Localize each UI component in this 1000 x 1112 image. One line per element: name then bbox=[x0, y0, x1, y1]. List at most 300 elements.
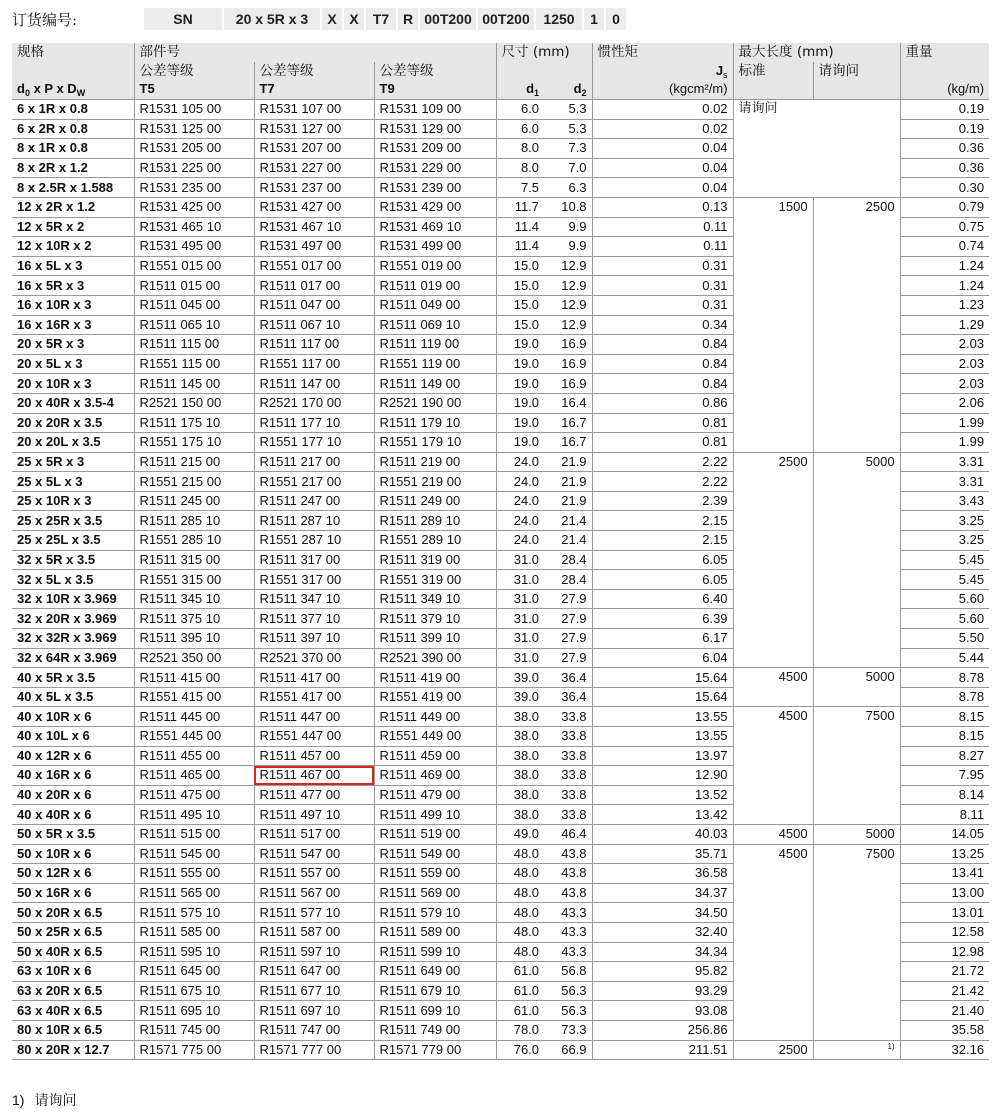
header-tol-t5: 公差等级 bbox=[134, 62, 254, 80]
part-t7-cell: R1511 647 00 bbox=[254, 962, 374, 982]
d2-cell: 33.8 bbox=[544, 785, 592, 805]
part-t5-cell: R1511 565 00 bbox=[134, 883, 254, 903]
weight-cell: 21.40 bbox=[900, 1001, 989, 1021]
spec-table bbox=[12, 43, 989, 1060]
inertia-cell: 6.17 bbox=[592, 629, 733, 649]
weight-cell: 3.25 bbox=[900, 511, 989, 531]
part-t9-cell: R1531 499 00 bbox=[374, 237, 496, 257]
weight-cell: 7.95 bbox=[900, 766, 989, 786]
d2-cell: 43.8 bbox=[544, 883, 592, 903]
d1-cell: 38.0 bbox=[496, 805, 544, 825]
inertia-cell: 15.64 bbox=[592, 687, 733, 707]
part-t9-cell: R1551 179 10 bbox=[374, 433, 496, 453]
d2-cell: 28.4 bbox=[544, 550, 592, 570]
part-t7-cell: R1531 207 00 bbox=[254, 139, 374, 159]
part-t5-cell: R1511 415 00 bbox=[134, 668, 254, 688]
table-row bbox=[12, 1040, 989, 1060]
d1-cell: 24.0 bbox=[496, 491, 544, 511]
d1-cell: 19.0 bbox=[496, 335, 544, 355]
d2-cell: 33.8 bbox=[544, 746, 592, 766]
size-cell: 50 x 12R x 6 bbox=[12, 864, 134, 884]
inertia-cell: 256.86 bbox=[592, 1020, 733, 1040]
part-t7-cell: R1551 177 10 bbox=[254, 433, 374, 453]
part-t5-cell: R1511 545 00 bbox=[134, 844, 254, 864]
inertia-cell: 0.34 bbox=[592, 315, 733, 335]
part-t9-cell: R1511 599 10 bbox=[374, 942, 496, 962]
order-code-cell: 0 bbox=[606, 8, 626, 30]
size-cell: 8 x 2R x 1.2 bbox=[12, 158, 134, 178]
d1-cell: 31.0 bbox=[496, 609, 544, 629]
header-inquire: 请询问 bbox=[813, 62, 900, 80]
length-inquire-cell: 2500 bbox=[813, 197, 900, 452]
part-t5-cell: R1511 555 00 bbox=[134, 864, 254, 884]
d1-cell: 76.0 bbox=[496, 1040, 544, 1060]
part-t5-cell: R1511 585 00 bbox=[134, 922, 254, 942]
d1-cell: 19.0 bbox=[496, 374, 544, 394]
d1-cell: 19.0 bbox=[496, 393, 544, 413]
part-t5-cell: R1511 445 00 bbox=[134, 707, 254, 727]
part-t5-cell: R1511 515 00 bbox=[134, 824, 254, 844]
part-t7-cell: R1551 017 00 bbox=[254, 256, 374, 276]
part-t9-cell: R1511 579 10 bbox=[374, 903, 496, 923]
length-inquire-cell: 5000 bbox=[813, 668, 900, 707]
inertia-cell: 6.40 bbox=[592, 589, 733, 609]
length-inquire-cell: 5000 bbox=[813, 824, 900, 844]
inertia-cell: 13.97 bbox=[592, 746, 733, 766]
size-cell: 12 x 10R x 2 bbox=[12, 237, 134, 257]
table-body bbox=[12, 100, 989, 1060]
weight-cell: 8.11 bbox=[900, 805, 989, 825]
d2-cell: 27.9 bbox=[544, 609, 592, 629]
length-std-cell: 4500 bbox=[733, 824, 813, 844]
order-code-cell: 00T200 bbox=[478, 8, 534, 30]
d2-cell: 27.9 bbox=[544, 589, 592, 609]
d2-cell: 36.4 bbox=[544, 687, 592, 707]
part-t7-cell: R1511 747 00 bbox=[254, 1020, 374, 1040]
part-t9-cell: R1511 399 10 bbox=[374, 629, 496, 649]
weight-cell: 0.19 bbox=[900, 100, 989, 120]
part-t9-cell: R1531 239 00 bbox=[374, 178, 496, 198]
part-t5-cell: R1551 315 00 bbox=[134, 570, 254, 590]
part-t5-cell: R1511 475 00 bbox=[134, 785, 254, 805]
part-t7-cell: R1511 457 00 bbox=[254, 746, 374, 766]
length-std-cell: 4500 bbox=[733, 668, 813, 707]
d2-cell: 12.9 bbox=[544, 256, 592, 276]
inertia-cell: 0.84 bbox=[592, 354, 733, 374]
part-t5-cell: R1511 145 00 bbox=[134, 374, 254, 394]
size-cell: 40 x 16R x 6 bbox=[12, 766, 134, 786]
size-cell: 12 x 2R x 1.2 bbox=[12, 197, 134, 217]
part-t9-cell: R1511 349 10 bbox=[374, 589, 496, 609]
part-t5-cell: R1571 775 00 bbox=[134, 1040, 254, 1060]
header-inertia-symbol: $J_s$ bbox=[592, 62, 733, 80]
size-cell: 40 x 5R x 3.5 bbox=[12, 668, 134, 688]
header-d2: $d_2$ bbox=[544, 80, 592, 100]
inertia-cell: 0.31 bbox=[592, 276, 733, 296]
inertia-cell: 0.31 bbox=[592, 295, 733, 315]
header-tol-t7: 公差等级 bbox=[254, 62, 374, 80]
inertia-cell: 35.71 bbox=[592, 844, 733, 864]
d1-cell: 78.0 bbox=[496, 1020, 544, 1040]
inertia-cell: 32.40 bbox=[592, 922, 733, 942]
part-t7-cell: R1511 247 00 bbox=[254, 491, 374, 511]
inertia-cell: 0.84 bbox=[592, 374, 733, 394]
d2-cell: 33.8 bbox=[544, 707, 592, 727]
weight-cell: 5.60 bbox=[900, 609, 989, 629]
d2-cell: 28.4 bbox=[544, 570, 592, 590]
d2-cell: 66.9 bbox=[544, 1040, 592, 1060]
size-cell: 6 x 2R x 0.8 bbox=[12, 119, 134, 139]
part-t9-cell: R1511 699 10 bbox=[374, 1001, 496, 1021]
table-header bbox=[12, 43, 989, 100]
part-t5-cell: R1511 495 10 bbox=[134, 805, 254, 825]
weight-cell: 8.78 bbox=[900, 668, 989, 688]
part-t9-cell: R1511 219 00 bbox=[374, 452, 496, 472]
inertia-cell: 13.52 bbox=[592, 785, 733, 805]
size-cell: 63 x 10R x 6 bbox=[12, 962, 134, 982]
weight-cell: 5.44 bbox=[900, 648, 989, 668]
weight-cell: 0.75 bbox=[900, 217, 989, 237]
part-t9-cell: R1511 449 00 bbox=[374, 707, 496, 727]
weight-cell: 32.16 bbox=[900, 1040, 989, 1060]
d2-cell: 16.9 bbox=[544, 374, 592, 394]
d1-cell: 31.0 bbox=[496, 589, 544, 609]
part-t5-cell: R1511 045 00 bbox=[134, 295, 254, 315]
inertia-cell: 34.37 bbox=[592, 883, 733, 903]
size-cell: 32 x 5L x 3.5 bbox=[12, 570, 134, 590]
size-cell: 50 x 16R x 6 bbox=[12, 883, 134, 903]
part-t7-cell: R1511 597 10 bbox=[254, 942, 374, 962]
d1-cell: 15.0 bbox=[496, 315, 544, 335]
weight-cell: 13.01 bbox=[900, 903, 989, 923]
d1-cell: 38.0 bbox=[496, 727, 544, 747]
d2-cell: 33.8 bbox=[544, 766, 592, 786]
part-t9-cell: R1511 049 00 bbox=[374, 295, 496, 315]
part-t5-cell: R1531 465 10 bbox=[134, 217, 254, 237]
length-note-cell: 请询问 bbox=[733, 100, 900, 198]
order-code-cell: SN bbox=[144, 8, 222, 30]
part-t9-cell: R1551 449 00 bbox=[374, 727, 496, 747]
part-t5-cell: R1531 205 00 bbox=[134, 139, 254, 159]
table-row bbox=[12, 197, 989, 217]
d2-cell: 33.8 bbox=[544, 805, 592, 825]
part-t7-cell: R1511 447 00 bbox=[254, 707, 374, 727]
inertia-cell: 0.02 bbox=[592, 100, 733, 120]
part-t7-cell: R1511 287 10 bbox=[254, 511, 374, 531]
d2-cell: 12.9 bbox=[544, 276, 592, 296]
inertia-cell: 6.05 bbox=[592, 570, 733, 590]
size-cell: 12 x 5R x 2 bbox=[12, 217, 134, 237]
part-t7-cell: R2521 170 00 bbox=[254, 393, 374, 413]
d1-cell: 15.0 bbox=[496, 256, 544, 276]
weight-cell: 0.74 bbox=[900, 237, 989, 257]
part-t5-cell: R1511 595 10 bbox=[134, 942, 254, 962]
inertia-cell: 93.08 bbox=[592, 1001, 733, 1021]
d2-cell: 21.9 bbox=[544, 491, 592, 511]
table-row bbox=[12, 100, 989, 120]
part-t7-cell: R1531 237 00 bbox=[254, 178, 374, 198]
inertia-cell: 34.34 bbox=[592, 942, 733, 962]
size-cell: 8 x 1R x 0.8 bbox=[12, 139, 134, 159]
weight-cell: 5.50 bbox=[900, 629, 989, 649]
size-cell: 8 x 2.5R x 1.588 bbox=[12, 178, 134, 198]
d1-cell: 8.0 bbox=[496, 158, 544, 178]
part-t9-cell: R1551 219 00 bbox=[374, 472, 496, 492]
d2-cell: 12.9 bbox=[544, 295, 592, 315]
part-t7-cell: R1511 547 00 bbox=[254, 844, 374, 864]
part-t9-cell: R1511 679 10 bbox=[374, 981, 496, 1001]
weight-cell: 8.15 bbox=[900, 727, 989, 747]
d2-cell: 9.9 bbox=[544, 217, 592, 237]
part-t5-cell: R1551 115 00 bbox=[134, 354, 254, 374]
length-inquire-cell: 5000 bbox=[813, 452, 900, 668]
d2-cell: 27.9 bbox=[544, 629, 592, 649]
part-t7-cell: R1511 577 10 bbox=[254, 903, 374, 923]
inertia-cell: 13.42 bbox=[592, 805, 733, 825]
part-t9-cell: R1511 589 00 bbox=[374, 922, 496, 942]
order-code-cell: 00T200 bbox=[420, 8, 476, 30]
part-t5-cell: R1551 175 10 bbox=[134, 433, 254, 453]
d2-cell: 5.3 bbox=[544, 100, 592, 120]
part-t7-cell: R1511 377 10 bbox=[254, 609, 374, 629]
part-t7-cell: R1551 447 00 bbox=[254, 727, 374, 747]
part-t5-cell: R1551 285 10 bbox=[134, 531, 254, 551]
part-t9-cell: R1511 519 00 bbox=[374, 824, 496, 844]
d2-cell: 21.9 bbox=[544, 472, 592, 492]
part-t7-cell: R1531 427 00 bbox=[254, 197, 374, 217]
header-tol-t9: 公差等级 bbox=[374, 62, 496, 80]
weight-cell: 2.06 bbox=[900, 393, 989, 413]
d1-cell: 31.0 bbox=[496, 570, 544, 590]
d1-cell: 31.0 bbox=[496, 550, 544, 570]
part-t7-cell: R1511 217 00 bbox=[254, 452, 374, 472]
size-cell: 20 x 20L x 3.5 bbox=[12, 433, 134, 453]
size-cell: 32 x 64R x 3.969 bbox=[12, 648, 134, 668]
part-t5-cell: R1511 315 00 bbox=[134, 550, 254, 570]
length-std-cell: 4500 bbox=[733, 844, 813, 1040]
part-t5-cell: R1531 105 00 bbox=[134, 100, 254, 120]
size-cell: 25 x 5L x 3 bbox=[12, 472, 134, 492]
inertia-cell: 95.82 bbox=[592, 962, 733, 982]
part-t9-cell: R1511 119 00 bbox=[374, 335, 496, 355]
order-code-cell: X bbox=[322, 8, 342, 30]
d2-cell: 56.8 bbox=[544, 962, 592, 982]
weight-cell: 8.15 bbox=[900, 707, 989, 727]
part-t9-cell: R1511 289 10 bbox=[374, 511, 496, 531]
part-t5-cell: R1511 245 00 bbox=[134, 491, 254, 511]
header-part-no: 部件号 bbox=[134, 43, 496, 62]
d1-cell: 19.0 bbox=[496, 413, 544, 433]
d2-cell: 56.3 bbox=[544, 1001, 592, 1021]
part-t5-cell: R1531 125 00 bbox=[134, 119, 254, 139]
part-t7-cell: R1511 497 10 bbox=[254, 805, 374, 825]
weight-cell: 3.31 bbox=[900, 452, 989, 472]
part-t9-cell: R1551 319 00 bbox=[374, 570, 496, 590]
weight-cell: 1.24 bbox=[900, 276, 989, 296]
weight-cell: 1.24 bbox=[900, 256, 989, 276]
part-t7-cell: R1531 127 00 bbox=[254, 119, 374, 139]
d2-cell: 43.8 bbox=[544, 844, 592, 864]
part-t5-cell: R1531 495 00 bbox=[134, 237, 254, 257]
part-t7-cell: R1511 117 00 bbox=[254, 335, 374, 355]
part-t9-cell: R1531 209 00 bbox=[374, 139, 496, 159]
weight-cell: 1.99 bbox=[900, 433, 989, 453]
header-t5: T5 bbox=[134, 80, 254, 100]
inertia-cell: 0.81 bbox=[592, 413, 733, 433]
d1-cell: 24.0 bbox=[496, 511, 544, 531]
d2-cell: 36.4 bbox=[544, 668, 592, 688]
part-t7-cell: R1551 317 00 bbox=[254, 570, 374, 590]
d2-cell: 43.3 bbox=[544, 942, 592, 962]
d1-cell: 48.0 bbox=[496, 942, 544, 962]
header-t9: T9 bbox=[374, 80, 496, 100]
inertia-cell: 13.55 bbox=[592, 707, 733, 727]
part-t9-cell: R1511 379 10 bbox=[374, 609, 496, 629]
size-cell: 16 x 16R x 3 bbox=[12, 315, 134, 335]
part-t9-cell: R2521 190 00 bbox=[374, 393, 496, 413]
header-t7: T7 bbox=[254, 80, 374, 100]
order-code-bar bbox=[12, 6, 626, 32]
part-t7-cell: R1511 517 00 bbox=[254, 824, 374, 844]
d1-cell: 38.0 bbox=[496, 766, 544, 786]
d2-cell: 33.8 bbox=[544, 727, 592, 747]
part-t9-cell: R1531 109 00 bbox=[374, 100, 496, 120]
size-cell: 50 x 40R x 6.5 bbox=[12, 942, 134, 962]
length-inquire-cell: 1) bbox=[813, 1040, 900, 1060]
weight-cell: 1.23 bbox=[900, 295, 989, 315]
inertia-cell: 6.04 bbox=[592, 648, 733, 668]
part-t5-cell: R1511 175 10 bbox=[134, 413, 254, 433]
size-cell: 20 x 5L x 3 bbox=[12, 354, 134, 374]
d2-cell: 73.3 bbox=[544, 1020, 592, 1040]
header-weight-unit: (kg/m) bbox=[900, 80, 989, 100]
part-t9-cell: R1511 069 10 bbox=[374, 315, 496, 335]
part-t7-cell: R1511 317 00 bbox=[254, 550, 374, 570]
order-code-cell: T7 bbox=[366, 8, 396, 30]
d1-cell: 11.4 bbox=[496, 237, 544, 257]
part-t7-cell: R1531 107 00 bbox=[254, 100, 374, 120]
d1-cell: 48.0 bbox=[496, 922, 544, 942]
weight-cell: 35.58 bbox=[900, 1020, 989, 1040]
d1-cell: 48.0 bbox=[496, 903, 544, 923]
footnote bbox=[12, 1090, 76, 1110]
part-t5-cell: R1511 285 10 bbox=[134, 511, 254, 531]
d2-cell: 7.0 bbox=[544, 158, 592, 178]
d1-cell: 24.0 bbox=[496, 472, 544, 492]
d1-cell: 11.4 bbox=[496, 217, 544, 237]
part-t9-cell: R1531 429 00 bbox=[374, 197, 496, 217]
part-t7-cell: R1511 477 00 bbox=[254, 785, 374, 805]
d1-cell: 39.0 bbox=[496, 687, 544, 707]
order-code-cell: X bbox=[344, 8, 364, 30]
header-spec-symbol: $d_0$ x P x $D_W$ bbox=[12, 80, 134, 100]
part-t5-cell: R1531 235 00 bbox=[134, 178, 254, 198]
part-t5-cell: R1511 345 10 bbox=[134, 589, 254, 609]
part-t9-cell: R1511 249 00 bbox=[374, 491, 496, 511]
size-cell: 40 x 40R x 6 bbox=[12, 805, 134, 825]
d1-cell: 11.7 bbox=[496, 197, 544, 217]
weight-cell: 0.36 bbox=[900, 139, 989, 159]
part-t9-cell: R1511 149 00 bbox=[374, 374, 496, 394]
inertia-cell: 6.39 bbox=[592, 609, 733, 629]
d2-cell: 5.3 bbox=[544, 119, 592, 139]
part-t7-cell: R1551 217 00 bbox=[254, 472, 374, 492]
part-t9-cell: R1551 019 00 bbox=[374, 256, 496, 276]
weight-cell: 13.00 bbox=[900, 883, 989, 903]
d2-cell: 21.4 bbox=[544, 531, 592, 551]
table-row bbox=[12, 824, 989, 844]
part-t7-cell: R1551 287 10 bbox=[254, 531, 374, 551]
size-cell: 25 x 5R x 3 bbox=[12, 452, 134, 472]
inertia-cell: 0.11 bbox=[592, 237, 733, 257]
part-t5-cell: R1511 375 10 bbox=[134, 609, 254, 629]
weight-cell: 8.27 bbox=[900, 746, 989, 766]
d1-cell: 39.0 bbox=[496, 668, 544, 688]
weight-cell: 12.98 bbox=[900, 942, 989, 962]
d2-cell: 7.3 bbox=[544, 139, 592, 159]
d2-cell: 16.9 bbox=[544, 335, 592, 355]
d2-cell: 16.9 bbox=[544, 354, 592, 374]
d1-cell: 24.0 bbox=[496, 531, 544, 551]
weight-cell: 21.42 bbox=[900, 981, 989, 1001]
inertia-cell: 15.64 bbox=[592, 668, 733, 688]
part-t7-cell: R1511 047 00 bbox=[254, 295, 374, 315]
weight-cell: 0.30 bbox=[900, 178, 989, 198]
weight-cell: 13.25 bbox=[900, 844, 989, 864]
part-t9-cell: R1511 749 00 bbox=[374, 1020, 496, 1040]
d1-cell: 6.0 bbox=[496, 119, 544, 139]
d2-cell: 46.4 bbox=[544, 824, 592, 844]
inertia-cell: 0.02 bbox=[592, 119, 733, 139]
part-t7-cell: R2521 370 00 bbox=[254, 648, 374, 668]
part-t5-cell: R1511 455 00 bbox=[134, 746, 254, 766]
part-t5-cell: R1511 065 10 bbox=[134, 315, 254, 335]
header-weight: 重量 bbox=[900, 43, 989, 62]
weight-cell: 3.31 bbox=[900, 472, 989, 492]
part-t5-cell: R1551 415 00 bbox=[134, 687, 254, 707]
part-t5-cell: R1511 115 00 bbox=[134, 335, 254, 355]
weight-cell: 1.99 bbox=[900, 413, 989, 433]
d1-cell: 15.0 bbox=[496, 295, 544, 315]
length-std-cell: 4500 bbox=[733, 707, 813, 825]
weight-cell: 2.03 bbox=[900, 374, 989, 394]
d1-cell: 48.0 bbox=[496, 883, 544, 903]
d1-cell: 61.0 bbox=[496, 1001, 544, 1021]
inertia-cell: 2.39 bbox=[592, 491, 733, 511]
size-cell: 25 x 25R x 3.5 bbox=[12, 511, 134, 531]
size-cell: 40 x 12R x 6 bbox=[12, 746, 134, 766]
weight-cell: 12.58 bbox=[900, 922, 989, 942]
part-t7-cell: R1511 147 00 bbox=[254, 374, 374, 394]
part-t9-cell: R2521 390 00 bbox=[374, 648, 496, 668]
inertia-cell: 93.29 bbox=[592, 981, 733, 1001]
part-t5-cell: R1511 575 10 bbox=[134, 903, 254, 923]
length-std-cell: 2500 bbox=[733, 452, 813, 668]
part-t9-cell: R1531 469 10 bbox=[374, 217, 496, 237]
part-t9-cell: R1511 319 00 bbox=[374, 550, 496, 570]
size-cell: 32 x 5R x 3.5 bbox=[12, 550, 134, 570]
size-cell: 40 x 5L x 3.5 bbox=[12, 687, 134, 707]
weight-cell: 2.03 bbox=[900, 335, 989, 355]
part-t7-cell: R1511 177 10 bbox=[254, 413, 374, 433]
order-code-cell: 1250 bbox=[536, 8, 582, 30]
part-t7-cell: R1511 067 10 bbox=[254, 315, 374, 335]
part-t9-cell: R1511 419 00 bbox=[374, 668, 496, 688]
footnote-text: 请询问 bbox=[34, 1093, 77, 1109]
d1-cell: 61.0 bbox=[496, 981, 544, 1001]
weight-cell: 5.60 bbox=[900, 589, 989, 609]
weight-cell: 0.36 bbox=[900, 158, 989, 178]
